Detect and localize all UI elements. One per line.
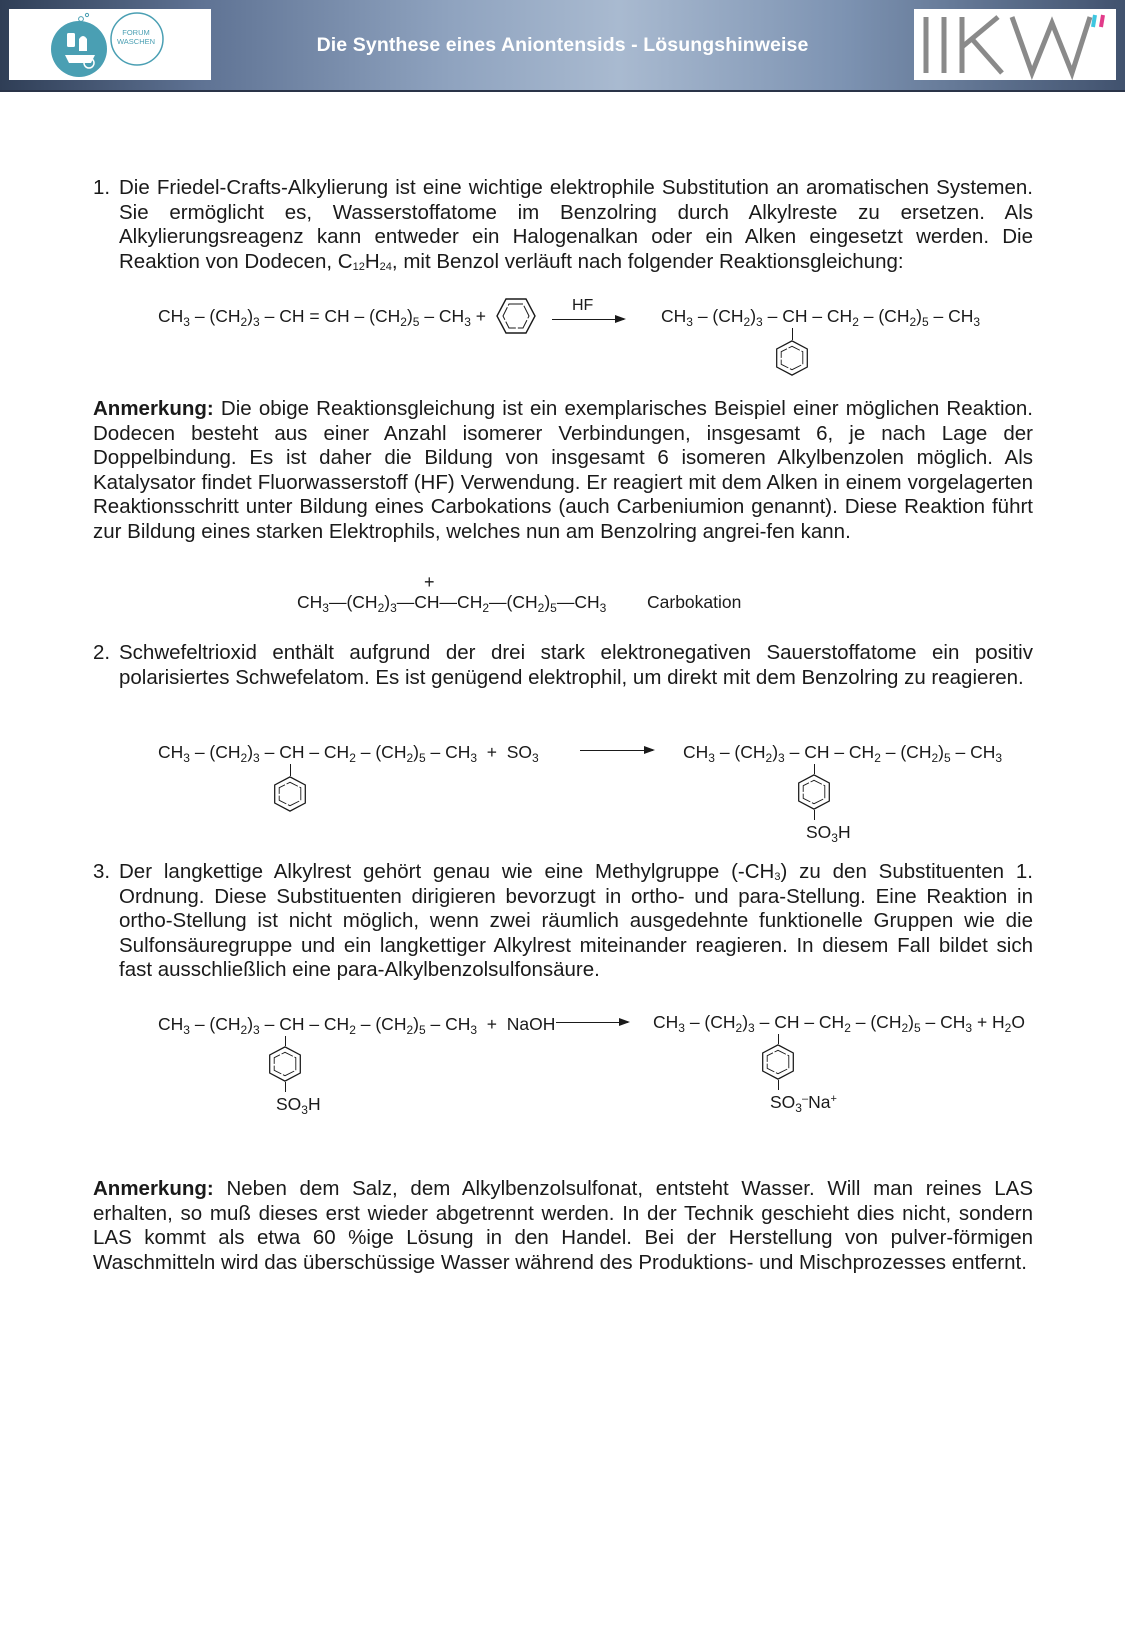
- note-2: [93, 1177, 1033, 1275]
- section-3-number: 3.: [93, 860, 111, 883]
- section-1-number: 1.: [93, 176, 111, 199]
- note-1: [93, 397, 1033, 544]
- benzene-ring-icon: [267, 1046, 303, 1082]
- benzene-ring-icon: [774, 340, 810, 376]
- section-2-number: 2.: [93, 641, 111, 664]
- reaction-arrow: [556, 1022, 628, 1023]
- page-title: Die Synthese eines Aniontensids - Lösungshinweise: [316, 34, 809, 56]
- logo-left-text: FORUM: [122, 28, 150, 37]
- reaction-arrow: [552, 319, 624, 320]
- note-2-label: Anmerkung:: [93, 1177, 214, 1200]
- sulfonic-acid-group: $SO_3H$: [806, 822, 851, 845]
- svg-text:WASCHEN: WASCHEN: [116, 37, 156, 46]
- equation-1-product: $CH_3 - (CH_2)_3$ – CH – $CH_2 - (CH_2)_5 - CH_3$: [661, 306, 981, 329]
- section-3-text: Der langkettige Alkylrest gehört genau wie eine Methylgruppe (-CH3) zu den Substituenten 1. Ordnung. Diese Substituenten dirigieren bevorzugt in ortho- und para-Stellung. Eine Reaktion in ortho-Stellung ist nicht möglich, wenn zwei räumlich ausgedehnte funktionelle Gruppen wie die Sulfonsäuregruppe und ein langkettiger Alkylrest miteinander reagieren. In diesem Fall bildet sich fast ausschließlich eine para-Alkylbenzolsulfonsäure.: [119, 860, 1033, 981]
- equation-2-product: $CH_3 - (CH_2)_3$ – CH – $CH_2 - (CH_2)_5 - CH_3$: [683, 742, 1003, 765]
- sulfonate-group: $SO_3^-Na^+$: [770, 1092, 837, 1115]
- ikw-logo-icon: [914, 9, 1116, 80]
- carbocation-charge: +: [424, 572, 435, 592]
- section-2: [93, 641, 1033, 690]
- benzene-ring-icon: [272, 776, 308, 812]
- carbocation-label: Carbokation: [647, 592, 742, 612]
- note-1-label: Anmerkung:: [93, 397, 214, 420]
- equation-1-reactant: $CH_3 - (CH_2)_3$ – CH = CH – $(CH_2)_5 - CH_3$ +: [158, 306, 486, 329]
- benzene-ring-icon: [796, 774, 832, 810]
- benzene-ring-icon: [760, 1044, 796, 1080]
- note-2-text: Neben dem Salz, dem Alkylbenzolsulfonat, entsteht Wasser. Will man reines LAS erhalten, so muß dieses erst wieder abgetrennt werden. In der Technik geschieht dies nicht, sondern LAS kommt als etwa 60 %ige Lösung in den Handel. Bei der Herstellung von pulver-förmigen Waschmitteln wird das überschüssige Wasser während des Produktions- und Mischprozesses entfernt.: [93, 1177, 1033, 1274]
- page-header: [0, 0, 1125, 92]
- section-1: [93, 176, 1033, 274]
- equation-2-reactant: $CH_3 - (CH_2)_3$ – CH – $CH_2 - (CH_2)_5 - CH_3 + SO_3$: [158, 742, 539, 765]
- benzene-ring-icon: [496, 298, 536, 334]
- equation-3-product: $CH_3 - (CH_2)_3$ – CH – $CH_2 - (CH_2)_5 - CH_3 + H_2O$: [653, 1012, 1025, 1035]
- reaction-arrow: [580, 750, 653, 751]
- carbocation-formula: $CH_3—(CH_2)_3—CH—CH_2—(CH_2)_5—CH_3$: [297, 592, 607, 615]
- catalyst-hf: HF: [572, 297, 594, 314]
- section-1-text: Die Friedel-Crafts-Alkylierung ist eine wichtige elektrophile Substitution an aromatischen Systemen. Sie ermöglicht es, Wasserstoffatome im Benzolring durch Alkylreste zu ersetzen. Als Alkylierungsreagenz kann entweder ein Halogenalkan oder ein Alken eingesetzt werden. Die Reaktion von Dodecen, C12H24, mit Benzol verläuft nach folgender Reaktionsgleichung:: [119, 176, 1033, 273]
- equation-3-reactant: $CH_3 - (CH_2)_3$ – CH – $CH_2 - (CH_2)_5 - CH_3$ + NaOH: [158, 1014, 556, 1037]
- note-1-text: Die obige Reaktionsgleichung ist ein exemplarisches Beispiel einer möglichen Reaktion. Dodecen besteht aus einer Anzahl isomerer Verbindungen, insgesamt 6, je nach Lage der Doppelbindung. Es ist daher die Bildung von insgesamt 6 isomeren Alkylbenzolen möglich. Als Katalysator findet Fluorwasserstoff (HF) Verwendung. Er reagiert mit dem Alken in einem vorgelagerten Reaktionsschritt unter Bildung eines Carbokations (auch Carbeniumion genannt). Diese Reaktion führt zur Bildung eines starken Elektrophils, welches nun am Benzolring angrei-fen kann.: [93, 397, 1033, 543]
- section-3: [93, 860, 1033, 983]
- ikw-logo: [914, 9, 1116, 80]
- section-2-text: Schwefeltrioxid enthält aufgrund der drei stark elektronegativen Sauerstoffatome ein positiv polarisiertes Schwefelatom. Es ist genügend elektrophil, um direkt mit dem Benzolring zu reagieren.: [119, 641, 1033, 689]
- sulfonic-acid-group: $SO_3H$: [276, 1094, 321, 1117]
